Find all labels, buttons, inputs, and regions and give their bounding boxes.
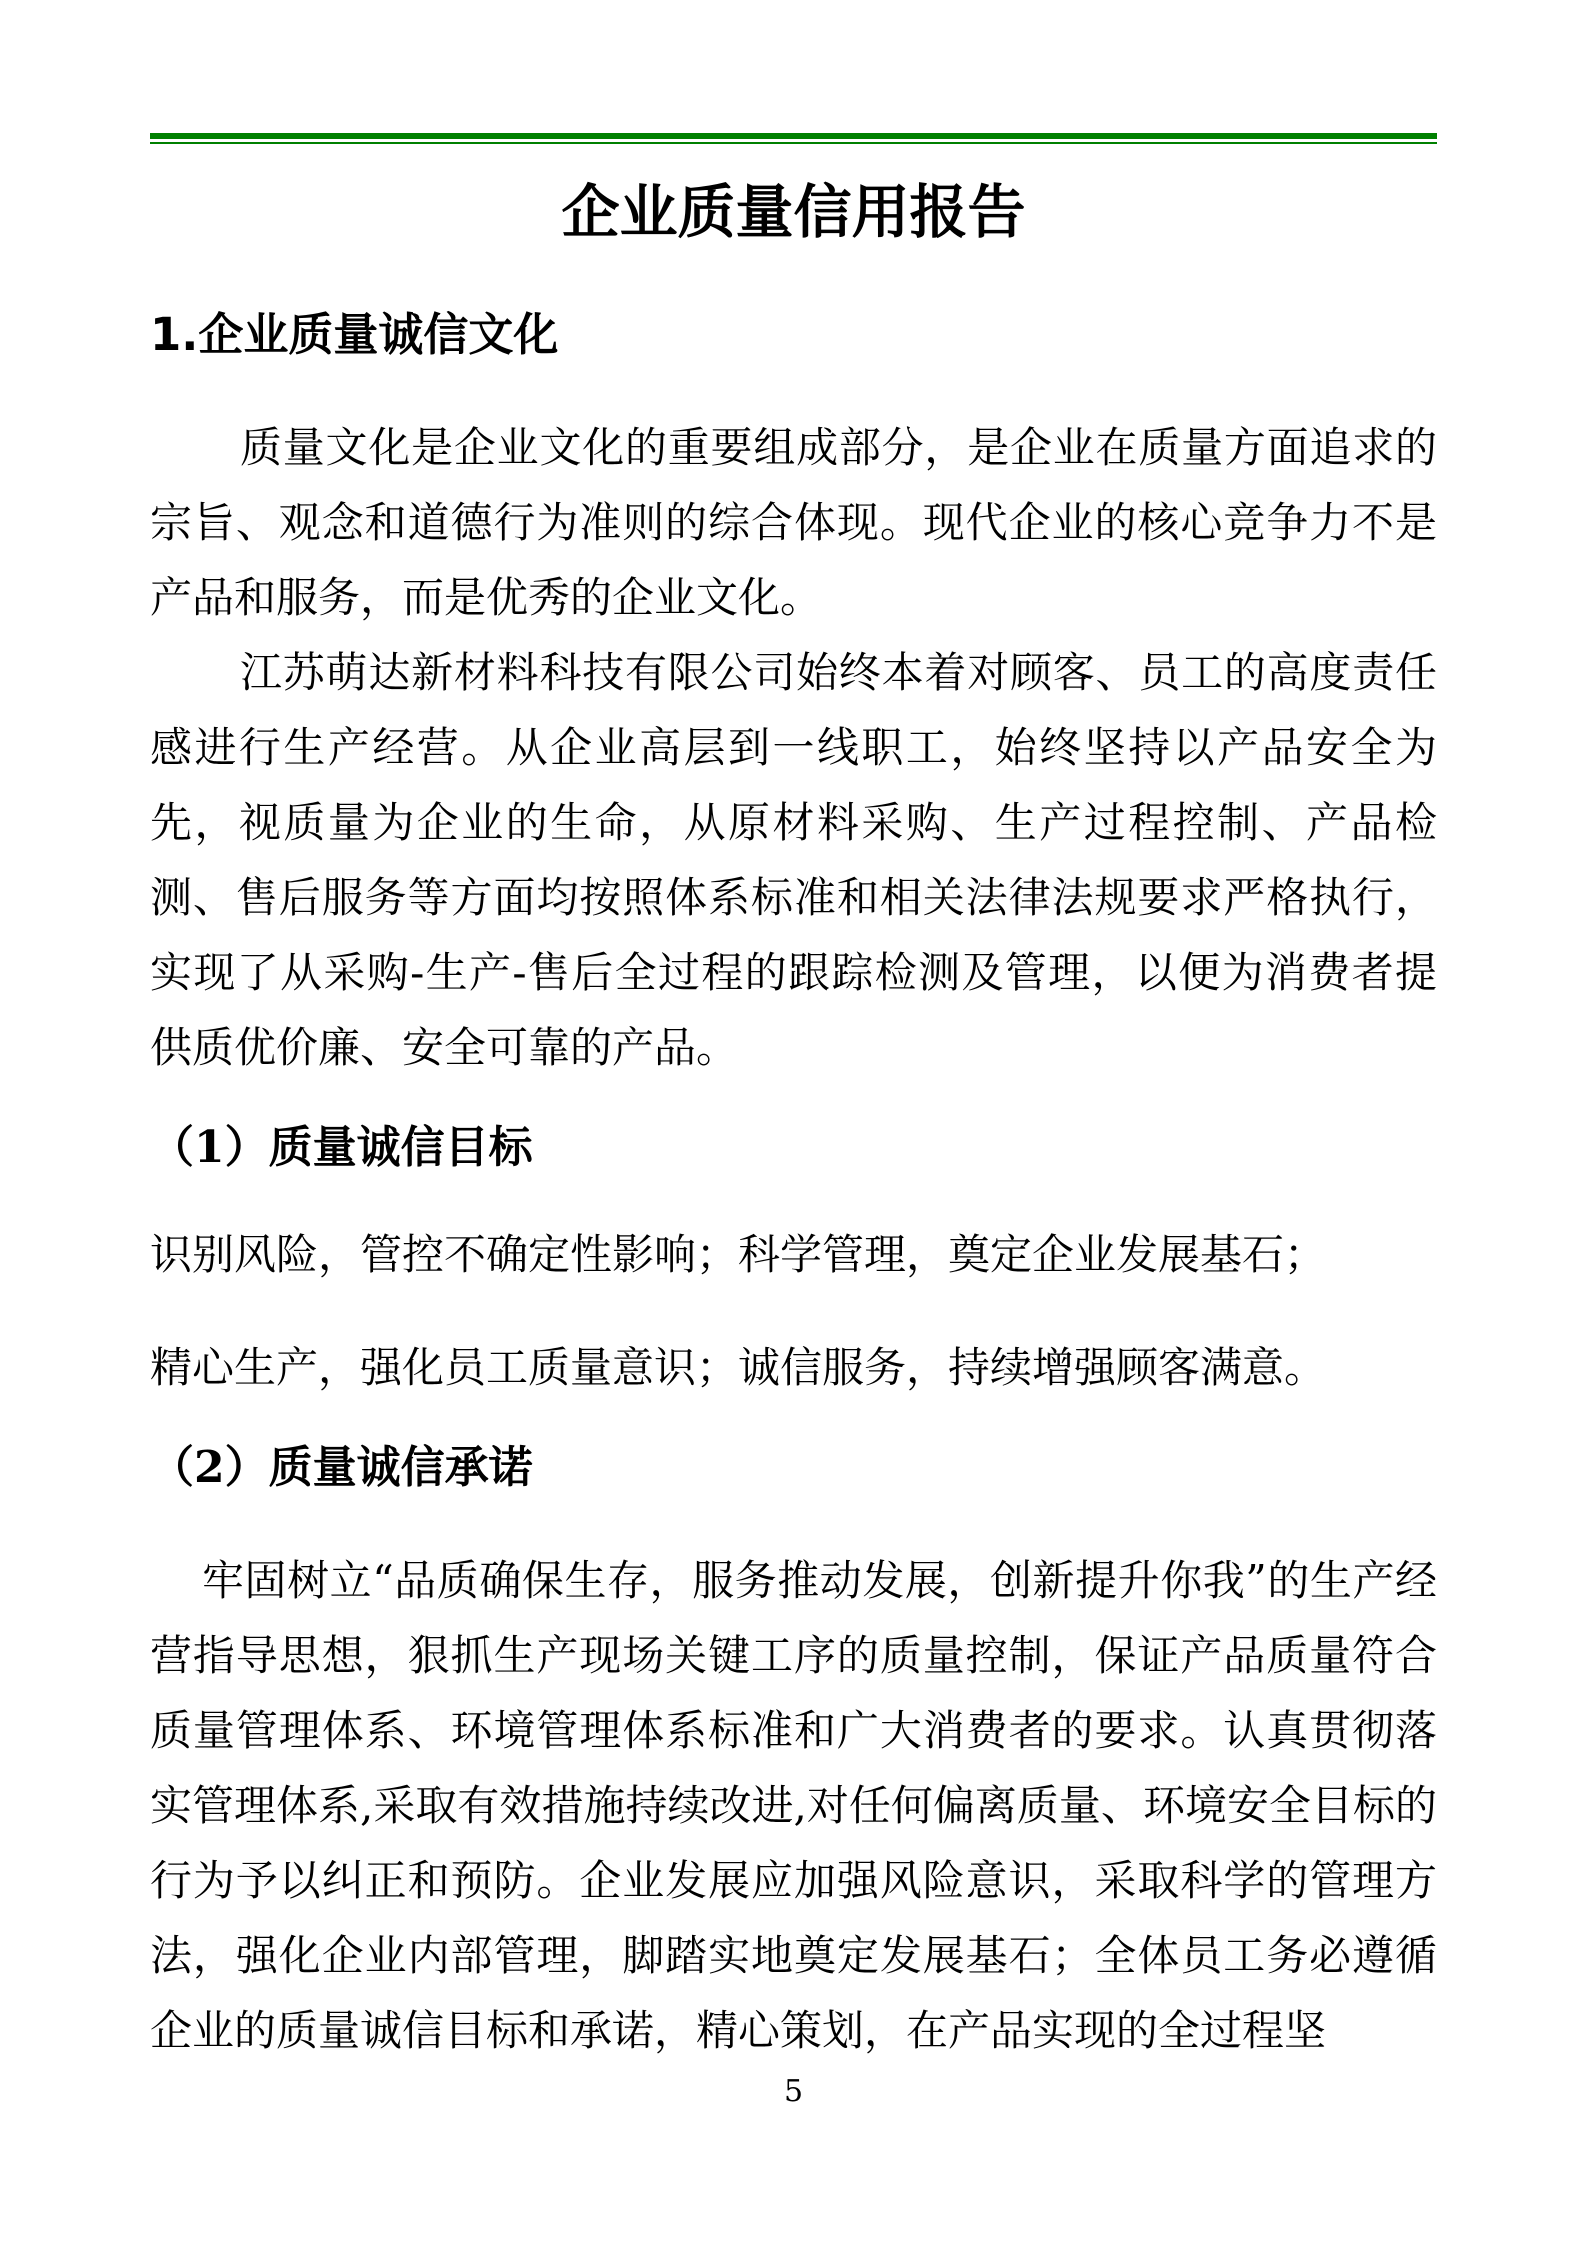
header-rule-thin-line bbox=[150, 142, 1437, 144]
header-rule bbox=[150, 133, 1437, 144]
page-number: 5 bbox=[783, 2074, 804, 2109]
goal-line-1: 识别风险，管控不确定性影响；科学管理，奠定企业发展基石； bbox=[150, 1230, 1327, 1279]
paragraph-company-practice: 江苏萌达新材料科技有限公司始终本着对顾客、员工的高度责任感进行生产经营。从企业高层到一线职工，始终坚持以产品安全为先，视质量为企业的生命，从原材料采购、生产过程控制、产品检测、售后服务等方面均按照体系标准和相关法律法规要求严格执行，实现了从采购-生产-售后全过程的跟踪检测及管理，以便为消费者提供质优价廉、安全可靠的产品。 bbox=[150, 648, 1437, 1072]
paragraph-quality-culture: 质量文化是企业文化的重要组成部分，是企业在质量方面追求的宗旨、观念和道德行为准则的综合体现。现代企业的核心竞争力不是产品和服务，而是优秀的企业文化。 bbox=[150, 423, 1437, 622]
paragraph-commitment: 牢固树立“品质确保生存，服务推动发展，创新提升你我”的生产经营指导思想，狠抓生产现场关键工序的质量控制，保证产品质量符合质量管理体系、环境管理体系标准和广大消费者的要求。认真贯彻落实管理体系,采取有效措施持续改进,对任何偏离质量、环境安全目标的行为予以纠正和预防。企业发展应加强风险意识，采取科学的管理方法，强化企业内部管理，脚踏实地奠定发展基石；全体员工务必遵循企业的质量诚信目标和承诺，精心策划，在产品实现的全过程坚 bbox=[150, 1556, 1437, 2055]
subsection-heading-goals: （1）质量诚信目标 bbox=[150, 1122, 533, 1173]
document-title: 企业质量信用报告 bbox=[561, 178, 1026, 246]
section-heading: 1.企业质量诚信文化 bbox=[150, 308, 559, 361]
goal-line-2: 精心生产，强化员工质量意识；诚信服务，持续增强顾客满意。 bbox=[150, 1343, 1327, 1392]
subsection-heading-commitment: （2）质量诚信承诺 bbox=[150, 1442, 533, 1493]
